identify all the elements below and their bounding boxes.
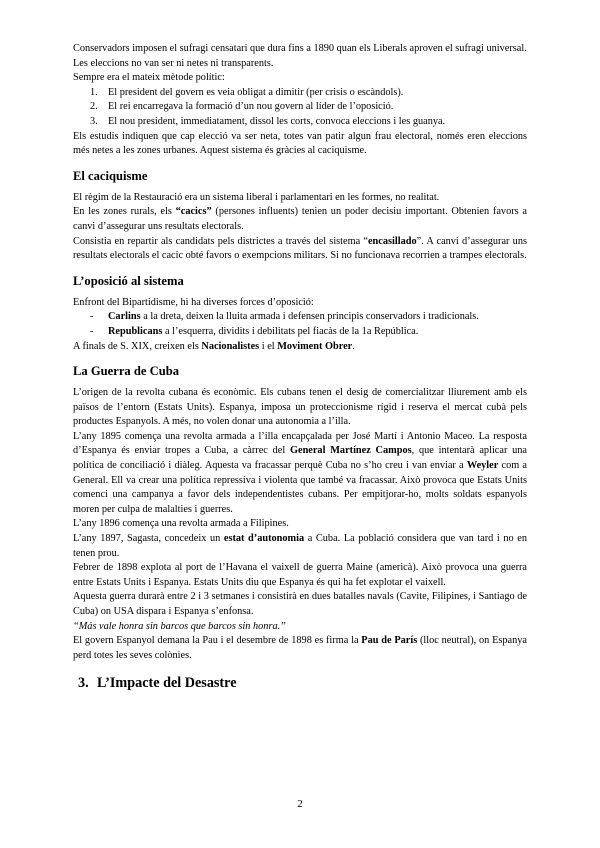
text-run: A finals de S. XIX, creixen els [73, 340, 202, 352]
section-number: 3. [78, 675, 89, 692]
text-run: El govern Espanyol demana la Pau i el desembre de 1898 es firma la [73, 635, 362, 647]
list-item [73, 325, 527, 340]
list-item [73, 86, 527, 101]
section-title: L’Impacte del Desastre [97, 675, 237, 692]
opposition-list [73, 310, 527, 339]
list-dash: - [90, 325, 94, 337]
intro-paragraph-method: Sempre era el mateix mètode polític: [73, 72, 225, 84]
oposicio-paragraph-intro: Enfront del Bipartidisme, hi ha diverses forces d’oposició: [73, 296, 314, 308]
heading-oposicio: L’oposició al sistema [73, 273, 184, 288]
document-content [73, 42, 527, 692]
list-item-text: El rei encarregava la formació d’un nou govern al líder de l’oposició. [108, 101, 394, 113]
text-run: a Cuba. La població considera que van tard i no en tenen prou. [73, 533, 527, 559]
cuba-paragraph-1897 [73, 532, 527, 561]
cuba-paragraph-1896: L’any 1896 comença una revolta armada a Filipines. [73, 518, 289, 530]
oposicio-paragraph-end-century [73, 340, 527, 355]
list-number: 3. [90, 115, 98, 127]
list-number: 2. [90, 101, 98, 113]
heading-caciquisme: El caciquisme [73, 168, 148, 183]
text-run: En les zones rurals, els [73, 206, 176, 218]
caciquisme-paragraph-encasillado [73, 235, 527, 264]
text-run: L’any 1895 comença una revolta armada a l’illa encapçalada per José Martí i Antonio Maceo. La resposta d’Espanya és enviar tropes a Cuba, a càrrec del [73, 430, 527, 457]
list-item-text: a l’esquerra, dividits i debilitats pel fiacàs de la 1a República. [162, 325, 419, 337]
list-item-text: El nou president, immediatament, dissol les corts, convoca eleccions i les guanya. [108, 115, 446, 127]
cuba-paragraph-1895 [73, 430, 527, 518]
intro-paragraph-studies: Els estudis indiquen que cap elecció va ser neta, totes van patir algun frau electoral, només eren eleccions més netes a les zones urbanes. Aquest sistema és gràcies al caciquisme. [73, 130, 527, 157]
cuba-quote: “Más vale honra sin barcos que barcos sin honra.” [73, 620, 286, 632]
cuba-paragraph-origin: L’origen de la revolta cubana és econòmic. Els cubans tenen el desig de comercialitzar lliurement amb els països de l’entorn (Estats Units). Espanya, imposa un proteccionisme rígid i reserva el mercat cubà pels productes Espanyols. A més, no volen donar una autonomia a l’illa. [73, 387, 527, 428]
bold-term-martinez-campos: General Martínez Campos [289, 445, 412, 457]
page-number: 2 [297, 798, 303, 810]
intro-paragraph-elections: Les eleccions no van ser ni netes ni transparents. [73, 57, 274, 69]
text-run: com a General. Ell va crear una política repressiva i violenta que també va fracassar. Això provoca que Estats Units comenci una campanya a favor dels independentistes cubans. Per empitjorar-ho, molts soldats espanyols moren per culpa de malalties i guerres. [73, 460, 528, 515]
list-item [73, 100, 527, 115]
heading-guerra-cuba: La Guerra de Cuba [73, 364, 180, 379]
list-item-text: a la dreta, deixen la lluita armada i defensen principis conservadors i tradicionals. [140, 311, 479, 323]
text-run: ”. A canvi d’assegurar uns resultats electorals el cacic obté favors o exempcions militars. Si no funcionava recorrien a trampes electorals. [73, 235, 527, 262]
bold-term-estat-autonomia: estat d’autonomia [223, 533, 305, 545]
text-run: i el [259, 340, 278, 352]
text-run: Consistia en repartir als candidats pels districtes a través del sistema “ [73, 235, 368, 247]
heading-section-3 [73, 674, 527, 692]
bold-term-republicans: Republicans [108, 325, 163, 337]
caciquisme-paragraph-regime: El règim de la Restauració era un sistema liberal i parlamentari en les formes, no realitat. [73, 191, 440, 203]
list-number: 1. [90, 86, 98, 98]
bold-term-encasillado: encasillado [367, 235, 417, 247]
text-run: L’any 1897, Sagasta, concedeix un [73, 533, 224, 545]
list-item [73, 115, 527, 130]
bold-term-weyler: Weyler [466, 460, 499, 472]
bold-term-cacics: “cacics” [175, 206, 212, 218]
cuba-paragraph-peace [73, 634, 527, 663]
bold-term-carlins: Carlins [108, 311, 141, 323]
text-run: . [352, 340, 355, 352]
cuba-paragraph-maine: Febrer de 1898 explota al port de l’Havana el vaixell de guerra Maine (americà). Això provoca una guerra entre Estats Units i Espanya. Estats Units diu que Espanya és qui ha fet explotar el vaixell. [73, 562, 527, 588]
bold-term-pau-paris: Pau de París [361, 635, 418, 647]
text-run: (lloc neutral), on Espanya perd totes les seves colònies. [73, 635, 527, 661]
bold-term-nacionalistes: Nacionalistes [201, 340, 260, 352]
text-run: , que intentarà aplicar una política de conciliació i diàleg. Aquesta va fracassar perquè Cuba no s’ho creu i van enviar a [73, 445, 528, 472]
list-dash: - [90, 311, 94, 323]
method-steps-list [73, 86, 527, 130]
caciquisme-paragraph-cacics [73, 205, 527, 234]
cuba-paragraph-war: Aquesta guerra durarà entre 2 i 3 setmanes i consistirà en dues batalles navals (Cavite, Filipines, i Santiago de Cuba) on USA dispara i Espanya s’enfonsa. [73, 591, 527, 617]
intro-paragraph-suffrage: Conservadors imposen el sufragi censatari que dura fins a 1890 quan els Liberals aproven el sufragi universal. [73, 43, 527, 54]
bold-term-moviment-obrer: Moviment Obrer [277, 340, 353, 352]
list-item-text: El president del govern es veia obligat a dimitir (per crisis o escàndols). [108, 86, 404, 98]
list-item [73, 310, 527, 325]
text-run: (persones influents) tenien un poder decisiu important. Obtenien favors a canvi d’assegurar uns resultats electorals. [73, 206, 527, 232]
